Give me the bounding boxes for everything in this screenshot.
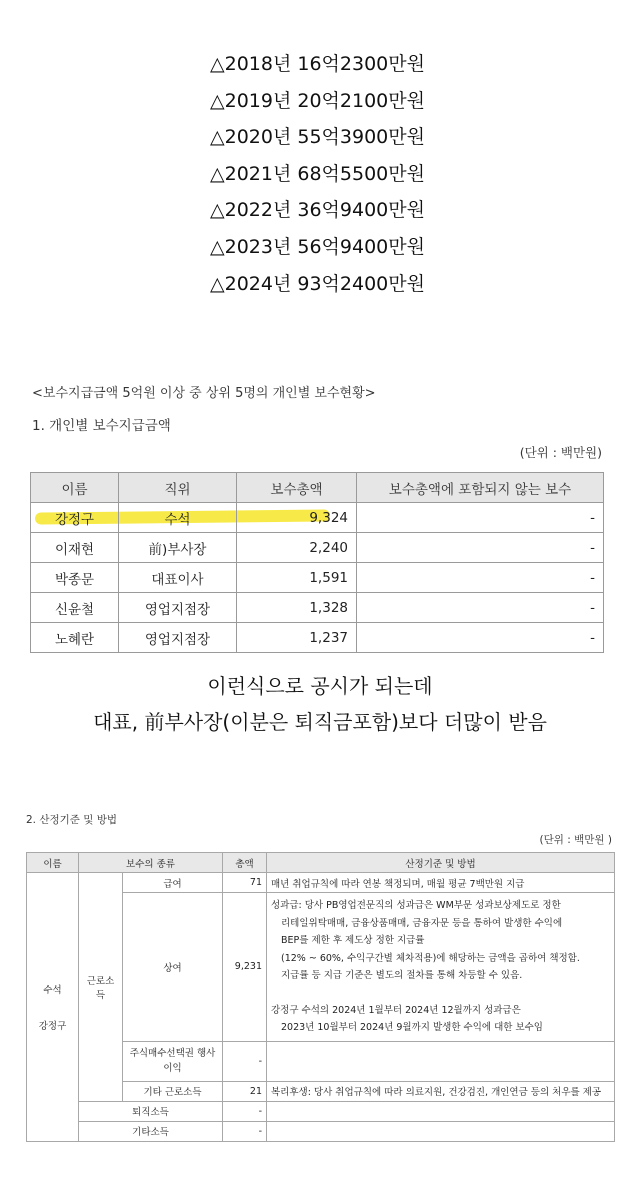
- cell-stock-option-label: 주식매수선택권 행사이익: [123, 1041, 223, 1081]
- cell-total: 1,591: [237, 563, 357, 593]
- col-header-position: 직위: [119, 473, 237, 503]
- cell-stock-option-amount: -: [223, 1041, 267, 1081]
- yearly-compensation-list: [210, 46, 470, 302]
- cell-retirement-amount: -: [223, 1101, 267, 1121]
- cell-total: 2,240: [237, 533, 357, 563]
- section2-title: 2. 산정기준 및 방법: [26, 814, 118, 826]
- cell-name: 강정구: [31, 503, 119, 533]
- cell-position: 대표이사: [119, 563, 237, 593]
- cell-salary-desc: 매년 취업규칙에 따라 연봉 책정되며, 매월 평균 7백만원 지급: [267, 873, 615, 893]
- table-row: [31, 503, 604, 533]
- table-row: [31, 533, 604, 563]
- compensation-table: [30, 472, 604, 653]
- cell-salary-label: 급여: [123, 873, 223, 893]
- table-row: [31, 593, 604, 623]
- cell-excluded: -: [357, 593, 604, 623]
- cell-position: 영업지점장: [119, 593, 237, 623]
- table-header-row: [27, 853, 615, 873]
- table-header-row: [31, 473, 604, 503]
- cell-retirement-label: 퇴직소득: [79, 1101, 223, 1121]
- cell-name: 이재현: [31, 533, 119, 563]
- cell-other-income-amount: -: [223, 1121, 267, 1141]
- section1-unit: (단위 : 백만원): [519, 445, 602, 460]
- cell-excluded: -: [357, 563, 604, 593]
- bonus-desc-line: 강정구 수석의 2024년 1월부터 2024년 12월까지 성과급은: [271, 1004, 521, 1016]
- bonus-desc-line: 지급률 등 지급 기준은 별도의 절차를 통해 차등할 수 있음.: [281, 970, 523, 981]
- cell-excluded: -: [357, 623, 604, 653]
- cell-bonus-desc: [267, 893, 615, 1042]
- table-row: [31, 623, 604, 653]
- table-row: [27, 1121, 615, 1141]
- yearly-item: △2020년 55억3900만원: [210, 126, 425, 149]
- yearly-item: △2024년 93억2400만원: [210, 272, 425, 295]
- yearly-item: △2021년 68억5500만원: [210, 162, 425, 185]
- cell-other-earned-amount: 21: [223, 1081, 267, 1101]
- cell-position: 영업지점장: [119, 623, 237, 653]
- person-position: 수석: [43, 984, 62, 996]
- section1-caption: <보수지급금액 5억원 이상 중 상위 5명의 개인별 보수현황>: [32, 386, 376, 401]
- table-row: [27, 1101, 615, 1121]
- cell-earned-income: 근로소득: [79, 873, 123, 1102]
- table-row: [27, 873, 615, 893]
- col-header-excluded: 보수총액에 포함되지 않는 보수: [357, 473, 604, 503]
- col-header-total: 보수총액: [237, 473, 357, 503]
- cell-excluded: -: [357, 533, 604, 563]
- cell-name: 신윤철: [31, 593, 119, 623]
- bonus-desc-line: [271, 985, 610, 1002]
- bonus-desc-line: 2023년 10월부터 2024년 9월까지 발생한 수익에 대한 보수임: [281, 1022, 543, 1033]
- cell-other-income-label: 기타소득: [79, 1121, 223, 1141]
- cell-stock-option-desc: [267, 1041, 615, 1081]
- cell-salary-amount: 71: [223, 873, 267, 893]
- table-row: [31, 563, 604, 593]
- col-header-amount: 총액: [223, 853, 267, 873]
- cell-total: 1,328: [237, 593, 357, 623]
- cell-total: 1,237: [237, 623, 357, 653]
- cell-name: 노혜란: [31, 623, 119, 653]
- cell-retirement-desc: [267, 1101, 615, 1121]
- cell-other-earned-desc: 복리후생: 당사 취업규칙에 따라 의료지원, 건강검진, 개인연금 등의 처우를 제공: [267, 1081, 615, 1101]
- yearly-item: △2018년 16억2300만원: [210, 53, 425, 75]
- col-header-type: 보수의 종류: [79, 853, 223, 873]
- section1-title: 1. 개인별 보수지급금액: [32, 418, 171, 434]
- yearly-item: △2023년 56억9400만원: [210, 235, 425, 258]
- yearly-item: △2022년 36억9400만원: [210, 199, 425, 222]
- yearly-item: △2019년 20억2100만원: [210, 89, 425, 112]
- cell-total: 9,324: [237, 503, 357, 533]
- comment-line-2: 대표, 前부사장(이분은 퇴직금포함)보다 더많이 받음: [93, 710, 547, 734]
- cell-bonus-amount: 9,231: [223, 893, 267, 1042]
- cell-other-earned-label: 기타 근로소득: [123, 1081, 223, 1101]
- bonus-desc-line: 성과급: 당사 PB영업전문직의 성과급은 WM부문 성과보상제도로 정한: [271, 900, 561, 911]
- cell-name: 박종문: [31, 563, 119, 593]
- col-header-name: 이름: [27, 853, 79, 873]
- cell-position: 前)부사장: [119, 533, 237, 563]
- col-header-method: 산정기준 및 방법: [267, 853, 615, 873]
- calculation-basis-table: [26, 852, 615, 1142]
- person-name: 강정구: [38, 1020, 67, 1032]
- comment-line-1: 이런식으로 공시가 되는데: [207, 674, 433, 698]
- cell-bonus-label: 상여: [123, 893, 223, 1042]
- bonus-desc-line: BEP를 제한 후 제도상 정한 지급률: [281, 935, 425, 946]
- bonus-desc-line: 리테일위탁매매, 금융상품매매, 금융자문 등을 통하여 발생한 수익에: [281, 917, 563, 929]
- cell-excluded: -: [357, 503, 604, 533]
- col-header-name: 이름: [31, 473, 119, 503]
- bonus-desc-line: (12% ~ 60%, 수익구간별 체차적용)에 해당하는 금액을 곱하여 책정함.: [281, 952, 580, 964]
- section2-unit: (단위 : 백만원 ): [539, 834, 612, 846]
- cell-position: 수석: [119, 503, 237, 533]
- cell-person: [27, 873, 79, 1142]
- cell-other-income-desc: [267, 1121, 615, 1141]
